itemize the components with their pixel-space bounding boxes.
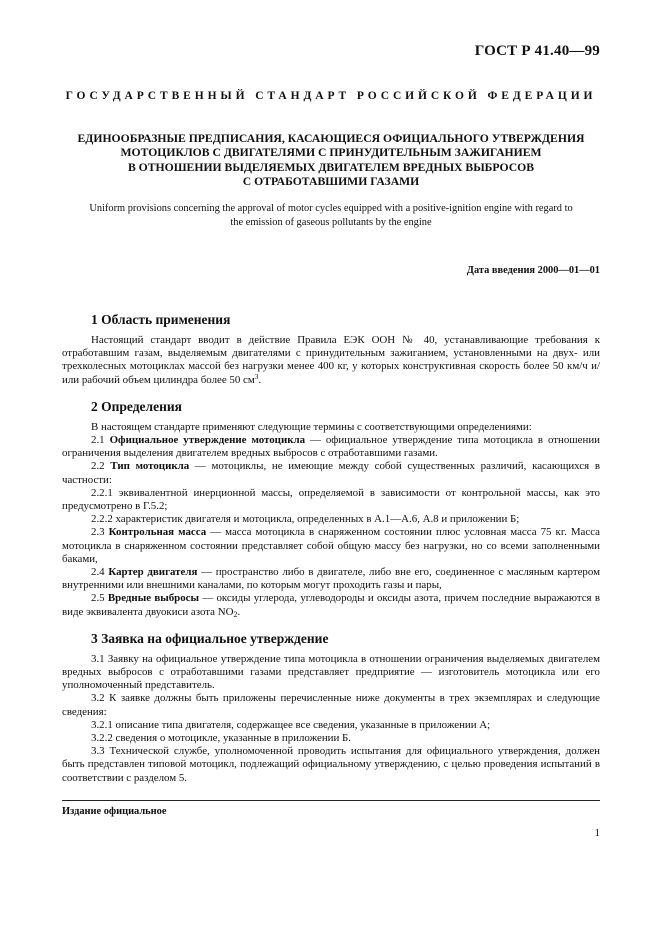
section-heading-definitions: 2 Определения bbox=[91, 398, 182, 414]
definition-2-1: 2.1 Официальное утверждение мотоцикла — официальное утверждение типа мотоцикла в отношении ограничения выделения двигателем вредных выбросов с отработавшими газами. bbox=[62, 434, 600, 460]
document-title bbox=[62, 132, 600, 190]
english-title bbox=[62, 202, 600, 230]
state-standard-heading: ГОСУДАРСТВЕННЫЙ СТАНДАРТ РОССИЙСКОЙ ФЕДЕРАЦИИ bbox=[65, 90, 597, 102]
paragraph-3-2-1: 3.2.1 описание типа двигателя, содержащее все сведения, указанные в приложении А; bbox=[91, 718, 491, 731]
paragraph-3-2-2: 3.2.2 сведения о мотоцикле, указанные в приложении Б. bbox=[91, 732, 351, 745]
title-line: ЕДИНООБРАЗНЫЕ ПРЕДПИСАНИЯ, КАСАЮЩИЕСЯ ОФИЦИАЛЬНОГО УТВЕРЖДЕНИЯ bbox=[77, 132, 585, 145]
document-page bbox=[62, 0, 600, 936]
introduction-date: Дата введения 2000—01—01 bbox=[466, 265, 600, 276]
definition-2-3: 2.3 Контрольная масса — масса мотоцикла в снаряженном состоянии плюс условная масса 75 кг. Масса мотоцикла в снаряженном состоянии представляет собой общую массу без нагрузки, но со всеми заполненными баками, bbox=[62, 526, 600, 565]
paragraph-3-1: 3.1 Заявку на официальное утверждение типа мотоцикла в отношении ограничения выделяемых двигателем вредных выбросов с отработавшими газами представляет предприятие — изготовитель мотоцикла или его уполномоченный представитель. bbox=[62, 652, 600, 692]
english-title-line: the emission of gaseous pollutants by the engine bbox=[230, 217, 432, 228]
english-title-line: Uniform provisions concerning the approval of motor cycles equipped with a positive-ignition engine with regard to bbox=[89, 203, 573, 214]
paragraph-scope: Настоящий стандарт вводит в действие Правила ЕЭК ООН № 40, устанавливающие требования к отработавшим газам, выделяемым двигателями с принудительным зажиганием, установленными на двух- или трехколесных мотоциклах массой без нагрузки менее 400 кг, у которых конструктивная скорость более 50 км/ч и/или рабочий объем цилиндра более 50 $см^3$. bbox=[62, 334, 600, 386]
paragraph-3-3: 3.3 Технической службе, уполномоченной проводить испытания для официального утверждения, должен быть представлен типовой мотоцикл, подлежащий официальному утверждению, с целью проведения испытаний в соответствии с разделом 5. bbox=[62, 745, 600, 784]
definition-2-2-1: 2.2.1 эквивалентной инерционной массы, определяемой в зависимости от контрольной массы, как это предусмотрено в Г.5.2; bbox=[62, 486, 600, 513]
definition-2-2-2: 2.2.2 характеристик двигателя и мотоцикла, определенных в А.1—А.6, А.8 и приложении Б; bbox=[91, 513, 520, 526]
section-heading-application: 3 Заявка на официальное утверждение bbox=[91, 630, 329, 646]
title-line: В ОТНОШЕНИИ ВЫДЕЛЯЕМЫХ ДВИГАТЕЛЕМ ВРЕДНЫХ ВЫБРОСОВ bbox=[127, 160, 535, 174]
definition-2-5: 2.5 Вредные выбросы — оксиды углерода, углеводороды и оксиды азота, причем последние выражаются в виде эквивалента двуокиси азота $NO_2$. bbox=[62, 592, 600, 619]
document-body bbox=[62, 311, 600, 785]
title-line: С ОТРАБОТАВШИМИ ГАЗАМИ bbox=[242, 175, 420, 189]
footer-divider bbox=[62, 800, 600, 801]
standard-code: ГОСТ Р 41.40—99 bbox=[474, 43, 600, 59]
page-number: 1 bbox=[594, 827, 600, 839]
official-edition-label: Издание официальное bbox=[62, 806, 167, 817]
definition-2-4: 2.4 Картер двигателя — пространство либо в двигателе, либо вне его, соединенное с масляным картером внутренними или внешними каналами, по которым могут проходить газы и пары, bbox=[62, 566, 600, 592]
paragraph-3-2: 3.2 К заявке должны быть приложены перечисленные ниже документы в трех экземплярах и следующие сведения: bbox=[62, 692, 600, 718]
section-heading-scope: 1 Область применения bbox=[91, 312, 231, 327]
definition-2-2: 2.2 Тип мотоцикла — мотоциклы, не имеющие между собой существенных различий, касающихся в частности: bbox=[62, 460, 600, 486]
title-line: МОТОЦИКЛОВ С ДВИГАТЕЛЯМИ С ПРИНУДИТЕЛЬНЫМ ЗАЖИГАНИЕМ bbox=[120, 146, 542, 160]
paragraph-definitions-intro: В настоящем стандарте применяют следующие термины с соответствующими определениями: bbox=[91, 420, 532, 433]
